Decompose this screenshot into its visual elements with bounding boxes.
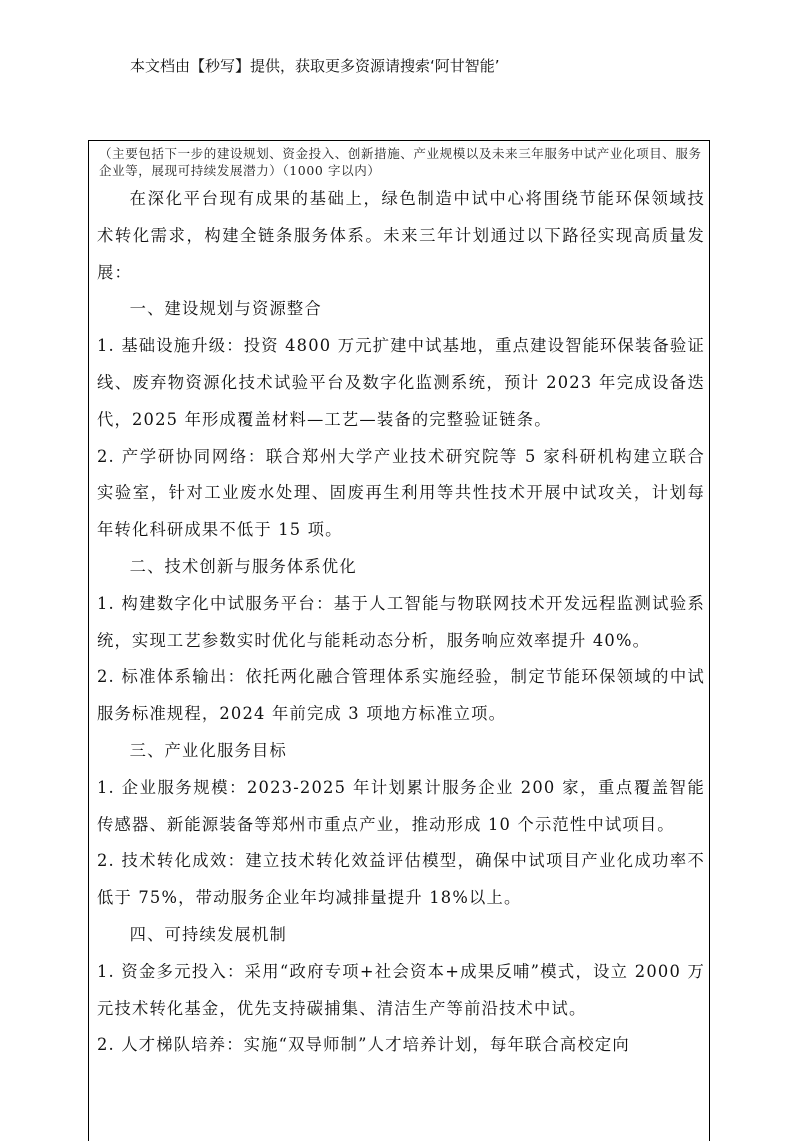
list-item: 1. 基础设施升级：投资 4800 万元扩建中试基地，重点建设智能环保装备验证线、废弃物资源化技术试验平台及数字化监测系统，预计 2023 年完成设备迭代，2025 年形成覆盖材料—工艺—装备的完整验证链条。 [97,336,705,429]
section-heading: 四、可持续发展机制 [129,924,287,944]
form-field-hint: （主要包括下一步的建设规划、资金投入、创新措施、产业规模以及未来三年服务中试产业化项目、服务企业等，展现可持续发展潜力）（1000 字以内） [99,146,702,178]
list-item: 2. 技术转化成效：建立技术转化效益评估模型，确保中试项目产业化成功率不低于 75%，带动服务企业年均减排量提升 18%以上。 [97,851,705,908]
list-item: 1. 构建数字化中试服务平台：基于人工智能与物联网技术开发远程监测试验系统，实现工艺参数实时优化与能耗动态分析，服务响应效率提升 40%。 [97,593,705,650]
document-source-note: 本文档由【秒写】提供，获取更多资源请搜索‘阿甘智能’ [130,57,500,75]
list-item: 2. 产学研协同网络：联合郑州大学产业技术研究院等 5 家科研机构建立联合实验室，针对工业废水处理、固废再生利用等共性技术开展中试攻关，计划每年转化科研成果不低于 15 项。 [97,446,705,540]
plan-body-text [97,181,705,1064]
form-table-cell [88,140,710,1141]
list-item: 1. 资金多元投入：采用“政府专项+社会资本+成果反哺”模式，设立 2000 万元技术转化基金，优先支持碳捕集、清洁生产等前沿技术中试。 [97,961,705,1018]
section-heading: 三、产业化服务目标 [129,740,287,760]
list-item: 1. 企业服务规模：2023-2025 年计划累计服务企业 200 家，重点覆盖智能传感器、新能源装备等郑州市重点产业，推动形成 10 个示范性中试项目。 [97,777,705,834]
list-item: 2. 标准体系输出：依托两化融合管理体系实施经验，制定节能环保领域的中试服务标准规程，2024 年前完成 3 项地方标准立项。 [97,667,705,724]
section-heading: 一、建设规划与资源整合 [129,299,322,319]
list-item: 2. 人才梯队培养：实施“双导师制”人才培养计划，每年联合高校定向 [97,1035,630,1055]
section-heading: 二、技术创新与服务体系优化 [129,556,357,576]
intro-paragraph: 在深化平台现有成果的基础上，绿色制造中试中心将围绕节能环保领域技术转化需求，构建全链条服务体系。未来三年计划通过以下路径实现高质量发展： [97,189,705,282]
